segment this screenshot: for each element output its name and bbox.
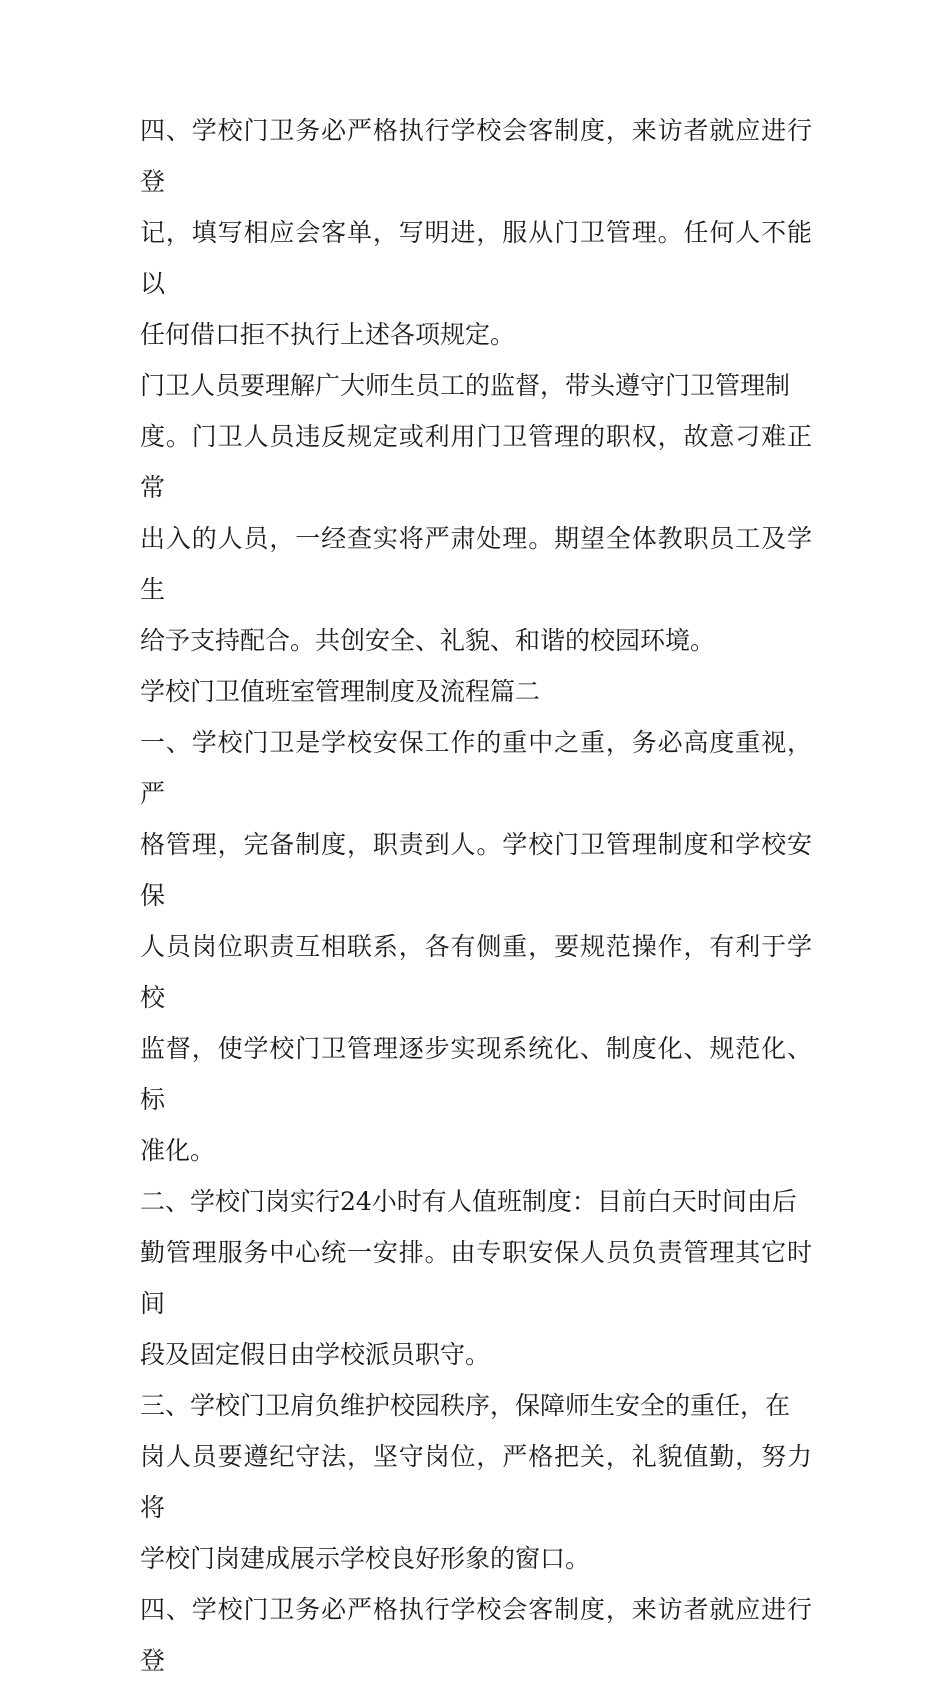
paragraph-guard-supervision (140, 360, 812, 666)
text-line: 人员岗位职责互相联系，各有侧重，要规范操作，有利于学校 (140, 932, 812, 1012)
document-body (140, 105, 812, 1686)
paragraph-item-one (140, 717, 812, 1176)
text-line: 段及固定假日由学校派员职守。 (140, 1340, 491, 1369)
text-line: 监督，使学校门卫管理逐步实现系统化、制度化、规范化、标 (140, 1034, 812, 1114)
paragraph-item-two (140, 1176, 812, 1380)
text-line: 任何借口拒不执行上述各项规定。 (140, 320, 516, 349)
section-heading (140, 666, 812, 717)
paragraph-item-four (140, 1584, 812, 1686)
text-line: 四、学校门卫务必严格执行学校会客制度，来访者就应进行登 (140, 116, 812, 196)
text-line: 度。门卫人员违反规定或利用门卫管理的职权，故意刁难正常 (140, 422, 812, 502)
text-line: 准化。 (140, 1136, 216, 1165)
text-line: 一、学校门卫是学校安保工作的重中之重，务必高度重视，严 (140, 728, 812, 808)
text-line: 三、学校门卫肩负维护校园秩序，保障师生安全的重任，在 (140, 1391, 791, 1420)
text-line: 二、学校门岗实行24小时有人值班制度：目前白天时间由后 (140, 1187, 797, 1216)
paragraph-visitor-rules (140, 105, 812, 360)
text-line: 学校门卫值班室管理制度及流程篇二 (140, 677, 541, 706)
text-line: 出入的人员，一经查实将严肃处理。期望全体教职员工及学生 (140, 524, 812, 604)
text-line: 记，填写相应会客单，写明进，服从门卫管理。任何人不能以 (140, 218, 812, 298)
text-line: 格管理，完备制度，职责到人。学校门卫管理制度和学校安保 (140, 830, 812, 910)
paragraph-item-three (140, 1380, 812, 1584)
text-line: 学校门岗建成展示学校良好形象的窗口。 (140, 1544, 591, 1573)
text-line: 门卫人员要理解广大师生员工的监督，带头遵守门卫管理制 (140, 371, 791, 400)
text-line: 给予支持配合。共创安全、礼貌、和谐的校园环境。 (140, 626, 716, 655)
text-line: 四、学校门卫务必严格执行学校会客制度，来访者就应进行登 (140, 1595, 812, 1675)
text-line: 岗人员要遵纪守法，坚守岗位，严格把关，礼貌值勤，努力将 (140, 1442, 812, 1522)
text-line: 勤管理服务中心统一安排。由专职安保人员负责管理其它时间 (140, 1238, 812, 1318)
